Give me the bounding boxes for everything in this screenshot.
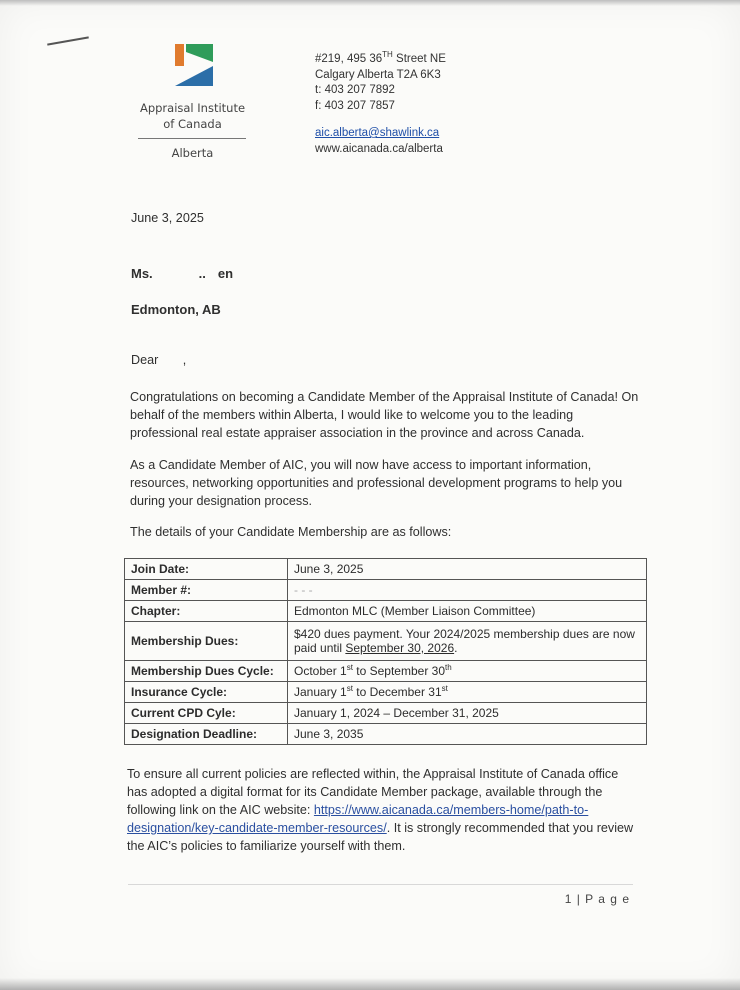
page-number: 1 | P a g e bbox=[564, 892, 630, 906]
candidate-resources-link[interactable]: https://www.aicanada.ca/members-home/path-to-designation/key-candidate-member-resources/ bbox=[127, 803, 589, 835]
organization-name: Appraisal Institute of Canada bbox=[139, 101, 246, 131]
paragraph-welcome: Congratulations on becoming a Candidate Member of the Appraisal Institute of Canada! On behalf of the members within Alberta, I would like to welcome you to the leading professional real estate appraiser association in the province and across Canada. bbox=[130, 390, 639, 440]
paragraph-policies: To ensure all current policies are reflected within, the Appraisal Institute of Canada office has adopted a digital format for its Candidate Member package, available through the following link on the AIC website: https://www.aicanada.ca/members-home/path-to-designation/key-candidate-member-resources/. It is strongly recommended that you review the AIC’s policies to familiarize yourself with them. bbox=[127, 767, 634, 853]
pen-mark bbox=[47, 36, 89, 45]
membership-dues-value: $420 dues payment. Your 2024/2025 membership dues are now paid until September 30, 2026. bbox=[288, 622, 647, 661]
cpd-cycle-label: Current CPD Cyle: bbox=[125, 703, 288, 724]
table-row bbox=[125, 559, 647, 580]
designation-deadline-label: Designation Deadline: bbox=[125, 724, 288, 745]
cpd-cycle-value: January 1, 2024 – December 31, 2025 bbox=[288, 703, 647, 724]
table-row bbox=[125, 622, 647, 661]
membership-details-table bbox=[124, 558, 647, 745]
recipient-city: Edmonton, AB bbox=[131, 302, 221, 317]
join-date-label: Join Date: bbox=[125, 559, 288, 580]
join-date-value: June 3, 2025 bbox=[288, 559, 647, 580]
table-row bbox=[125, 601, 647, 622]
organization-province: Alberta bbox=[171, 146, 214, 160]
chapter-value: Edmonton MLC (Member Liaison Committee) bbox=[288, 601, 647, 622]
letterhead-contact bbox=[315, 52, 446, 157]
salutation: Dear , bbox=[131, 353, 187, 367]
scan-edge-bottom bbox=[0, 978, 740, 990]
address-line-1: #219, 495 36TH Street NE bbox=[315, 50, 446, 65]
paragraph-details-intro: The details of your Candidate Membership are as follows: bbox=[130, 525, 452, 539]
phone-number: t: 403 207 7892 bbox=[315, 84, 395, 96]
letter-date: June 3, 2025 bbox=[131, 211, 204, 225]
member-number-label: Member #: bbox=[125, 580, 288, 601]
footer-divider bbox=[128, 884, 633, 885]
table-row bbox=[125, 682, 647, 703]
paragraph-benefits: As a Candidate Member of AIC, you will now have access to important information, resources, networking opportunities and professional development programs to help you during your designation process. bbox=[130, 458, 623, 508]
fax-number: f: 403 207 7857 bbox=[315, 99, 395, 112]
aic-logo-icon bbox=[174, 44, 214, 86]
member-number-value: - - - bbox=[288, 580, 647, 601]
designation-deadline-value: June 3, 2035 bbox=[288, 724, 647, 745]
scan-edge-top bbox=[0, 0, 740, 6]
table-row bbox=[125, 724, 647, 745]
website-text: www.aicanada.ca/alberta bbox=[315, 142, 443, 155]
email-link[interactable]: aic.alberta@shawlink.ca bbox=[315, 127, 440, 139]
logo-divider bbox=[138, 138, 246, 139]
dues-cycle-label: Membership Dues Cycle: bbox=[125, 661, 288, 682]
dues-cycle-value: October 1st to September 30th bbox=[288, 661, 647, 682]
table-row bbox=[125, 703, 647, 724]
chapter-label: Chapter: bbox=[125, 601, 288, 622]
table-row bbox=[125, 661, 647, 682]
table-row bbox=[125, 580, 647, 601]
insurance-cycle-label: Insurance Cycle: bbox=[125, 682, 288, 703]
insurance-cycle-value: January 1st to December 31st bbox=[288, 682, 647, 703]
address-line-2: Calgary Alberta T2A 6K3 bbox=[315, 68, 441, 81]
membership-dues-label: Membership Dues: bbox=[125, 622, 288, 661]
recipient-name: Ms. .. en bbox=[131, 266, 234, 281]
